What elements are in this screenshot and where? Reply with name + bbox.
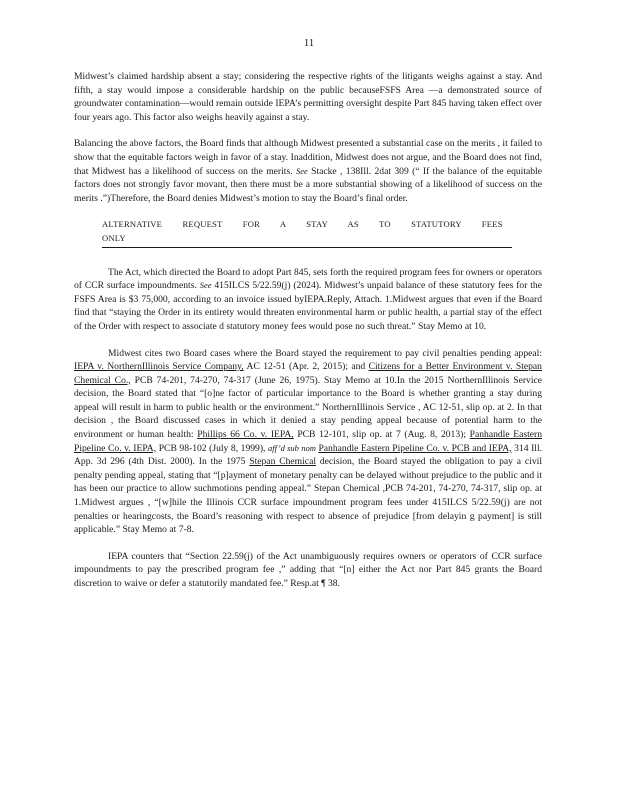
affd-signal: aff’d sub nom [268, 442, 316, 453]
paragraph-act-fees [74, 266, 542, 334]
case-citation: Panhandle Eastern Pipeline Co. v. IEPA, [74, 429, 543, 454]
cases-text: Midwest cites two Board cases where the Board stayed the requirement to pay civil penalties pending appeal: [108, 347, 542, 359]
cases-text: 314 Ill. App. 3d 296 (4th Dist. 2000). In the 1975 [74, 442, 543, 468]
cases-text: PCB 74-201, 74-270, 74-317 (June 26, 1975). Stay Memo at 10.In the 2015 NorthernIllinois Service decision, the Board stated that “[o]ne factor of particular importance to the Board is whether granting a stay during appeal will result in harm to public health or the environment.” NorthernIllinois Service , AC 12-51, slip op. at 2. In that decision , the Board discussed cases in which it denied a stay pending appeal because of potential harm to the environment or human health: [74, 374, 542, 441]
cases-text: AC 12-51 (Apr. 2, 2015); and [243, 361, 369, 373]
see-signal: See [295, 165, 308, 176]
paragraph-balancing [74, 137, 542, 205]
act-text-a: The Act, which directed the Board to adopt Part 845, sets forth the required program fees for owners or operators of CCR surface impoundments. [74, 266, 542, 292]
case-citation: Phillips 66 Co. v. IEPA, [197, 429, 294, 441]
case-citation: Citizens for a Better Environment v. Stepan Chemical Co., [74, 361, 542, 386]
cases-text: PCB 12-101, slip op. at 7 (Aug. 8, 2013); [293, 429, 470, 441]
case-citation: Stepan Chemical [249, 456, 316, 468]
balancing-text-b: Stacke , 138Ill. 2dat 309 (“ If the balance of the equitable factors does not strongly favor movant, then there must be a more substantial showing of a likelihood of success on the merits .”)Therefore, the Board denies Midwest’s motion to stay the Board’s final order. [74, 165, 542, 204]
case-citation: IEPA v. NorthernIllinois Service Company, [74, 361, 244, 373]
cases-text: decision, the Board stayed the obligation to pay a civil penalty pending appeal, stating that “[p]ayment of monetary penalty can be delayed without prejudice to the public and it has been our practice to allow suchmotions pending appeal.” Stepan Chemical ,PCB 74-201, 74-270, 74-317, slip op. at 1.Midwest argues , “[w]hile the Illinois CCR surface impoundment program fees under 415ILCS 5/22.59(j) are not penalties or hearingcosts, the Board’s reasoning with respect to absence of prejudice [from delayin g payment] is still applicable.” Stay Memo at 7-8. [74, 456, 542, 536]
section-heading: ALTERNATIVE REQUEST FOR A STAY AS TO STATUTORY FEES ONLY [102, 218, 512, 247]
paragraph-iepa-counters: IEPA counters that “Section 22.59(j) of the Act unambiguously requires owners or operators of CCR surface impoundments to pay the prescribed program fee ,” adding that “[n] either the Act nor Part 845 grants the Board discretion to waive or defer a statutorily mandated fee.” Resp.at ¶ 38. [74, 550, 542, 589]
cases-text: PCB 98-102 (July 8, 1999), [156, 442, 268, 454]
document-body [74, 70, 542, 604]
paragraph-hardship: Midwest’s claimed hardship absent a stay; considering the respective rights of the litigants weighs against a stay. And fifth, a stay would impose a considerable hardship on the public becauseFSFS Area —a demonstrated source of groundwater contamination—would remain outside IEPA’s permitting oversight despite Part 845 having taken effect over four years ago. This factor also weighs heavily against a stay. [74, 71, 542, 123]
page-number: 11 [303, 37, 315, 49]
see-signal: See [199, 280, 212, 291]
case-citation: Panhandle Eastern Pipeline Co. v. PCB and IEPA, [318, 442, 512, 454]
act-text-b: 415ILCS 5/22.59(j) (2024). Midwest’s unpaid balance of these statutory fees for the FSFS Area is $3 75,000, according to an invoice issued byIEPA.Reply, Attach. 1.Midwest argues that even if the Board find that “staying the Order in its entirety would threaten environmental harm or public health, a partial stay of the effect of the Order with respect to associate d statutory money fees would pose no such threat.” Stay Memo at 10. [74, 280, 542, 332]
paragraph-board-cases [74, 347, 542, 537]
balancing-text-a: Balancing the above factors, the Board finds that although Midwest presented a substantial case on the merits , it failed to show that the equitable factors weigh in favor of a stay. Inaddition, Midwest does not argue, and the Board does not find, that Midwest has a likelihood of success on the merits. [74, 138, 542, 177]
